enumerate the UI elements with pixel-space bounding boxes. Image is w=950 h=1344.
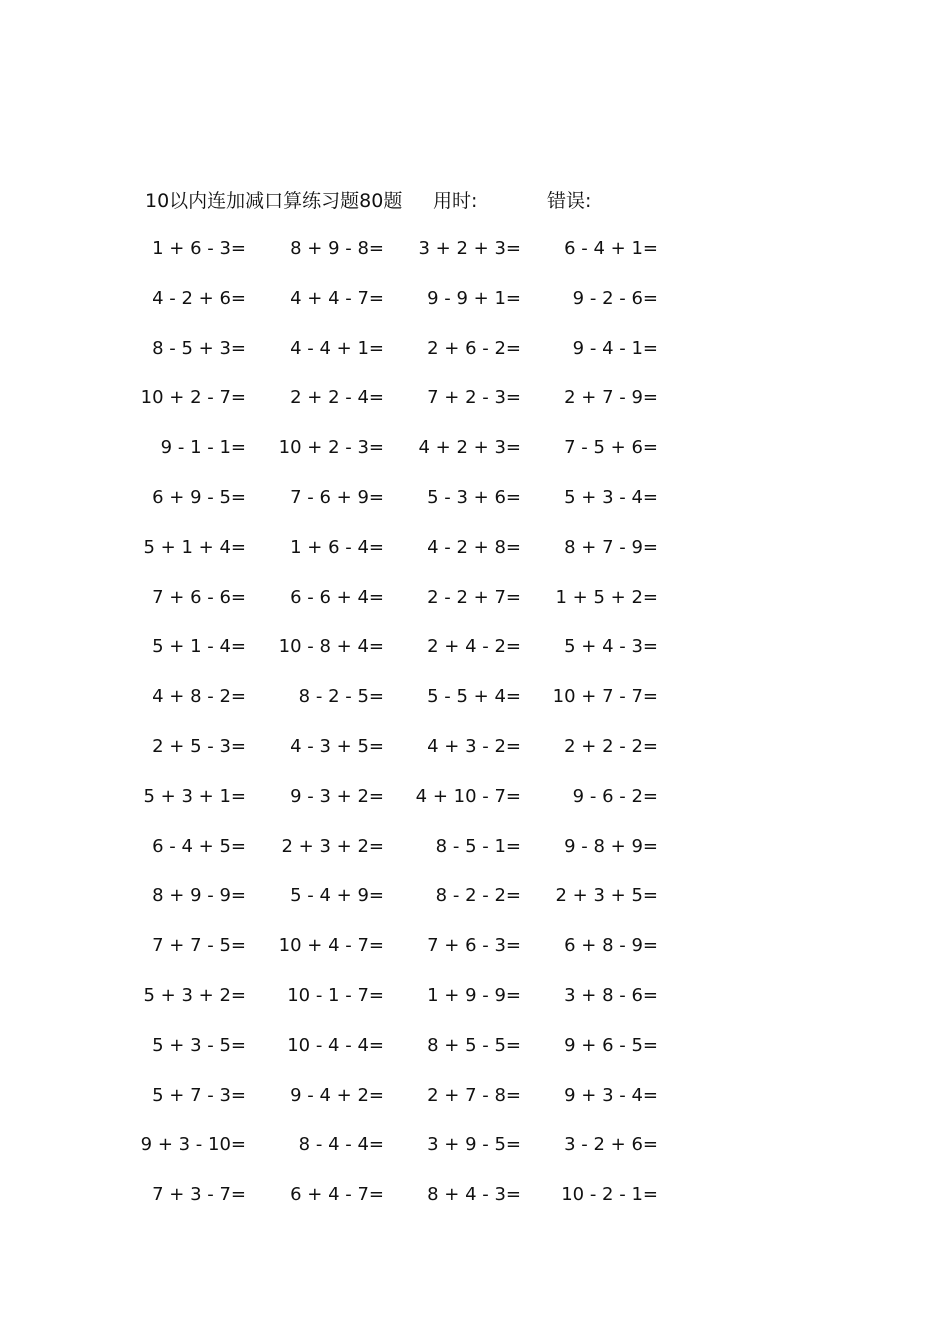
- problem-item: 9 + 6 - 5=: [564, 1035, 658, 1056]
- problem-item: 4 - 4 + 1=: [290, 338, 384, 359]
- problem-item: 10 + 7 - 7=: [552, 686, 658, 707]
- problem-item: 5 + 3 + 1=: [143, 786, 246, 807]
- problem-item: 7 + 3 - 7=: [152, 1184, 246, 1205]
- problem-item: 9 + 3 - 4=: [564, 1085, 658, 1106]
- problem-item: 8 - 2 - 5=: [298, 686, 384, 707]
- problem-item: 6 - 4 + 5=: [152, 836, 246, 857]
- problem-item: 7 + 7 - 5=: [152, 935, 246, 956]
- problem-item: 7 - 5 + 6=: [564, 437, 658, 458]
- problem-item: 5 + 7 - 3=: [152, 1085, 246, 1106]
- problem-item: 10 + 2 - 7=: [140, 387, 246, 408]
- problem-item: 9 + 3 - 10=: [140, 1134, 246, 1155]
- problem-item: 2 + 5 - 3=: [152, 736, 246, 757]
- problem-item: 10 - 4 - 4=: [287, 1035, 384, 1056]
- problem-item: 4 + 3 - 2=: [427, 736, 521, 757]
- problem-item: 5 - 4 + 9=: [290, 885, 384, 906]
- worksheet-title: 10以内连加减口算练习题80题: [145, 190, 403, 212]
- problem-item: 9 - 2 - 6=: [572, 288, 658, 309]
- problem-item: 4 - 2 + 8=: [427, 537, 521, 558]
- problem-item: 5 - 5 + 4=: [427, 686, 521, 707]
- problem-item: 2 + 7 - 8=: [427, 1085, 521, 1106]
- problem-item: 8 + 9 - 8=: [290, 238, 384, 259]
- problem-item: 8 + 5 - 5=: [427, 1035, 521, 1056]
- problem-item: 9 - 4 - 1=: [572, 338, 658, 359]
- problem-item: 6 + 8 - 9=: [564, 935, 658, 956]
- problem-item: 3 - 2 + 6=: [564, 1134, 658, 1155]
- problem-item: 7 + 2 - 3=: [427, 387, 521, 408]
- problem-item: 1 + 6 - 4=: [290, 537, 384, 558]
- problem-item: 2 + 6 - 2=: [427, 338, 521, 359]
- problem-item: 9 - 8 + 9=: [564, 836, 658, 857]
- problem-item: 6 + 9 - 5=: [152, 487, 246, 508]
- error-count-label: 错误:: [547, 190, 592, 212]
- problem-item: 7 + 6 - 3=: [427, 935, 521, 956]
- problem-item: 8 - 4 - 4=: [298, 1134, 384, 1155]
- problem-item: 4 + 4 - 7=: [290, 288, 384, 309]
- problem-item: 2 + 2 - 4=: [290, 387, 384, 408]
- problem-item: 2 + 4 - 2=: [427, 636, 521, 657]
- problem-item: 8 + 7 - 9=: [564, 537, 658, 558]
- problem-item: 4 - 3 + 5=: [290, 736, 384, 757]
- problem-item: 4 + 2 + 3=: [418, 437, 521, 458]
- problem-item: 3 + 2 + 3=: [418, 238, 521, 259]
- problem-item: 2 + 7 - 9=: [564, 387, 658, 408]
- problem-item: 6 - 6 + 4=: [290, 587, 384, 608]
- problem-item: 9 - 1 - 1=: [160, 437, 246, 458]
- problem-item: 6 - 4 + 1=: [564, 238, 658, 259]
- problem-item: 5 + 3 - 5=: [152, 1035, 246, 1056]
- problem-item: 4 - 2 + 6=: [152, 288, 246, 309]
- problem-item: 3 + 8 - 6=: [564, 985, 658, 1006]
- problem-item: 9 - 9 + 1=: [427, 288, 521, 309]
- problem-item: 5 + 1 + 4=: [143, 537, 246, 558]
- problem-item: 5 - 3 + 6=: [427, 487, 521, 508]
- problem-item: 10 + 4 - 7=: [278, 935, 384, 956]
- problem-item: 10 + 2 - 3=: [278, 437, 384, 458]
- problem-item: 10 - 1 - 7=: [287, 985, 384, 1006]
- problem-item: 5 + 1 - 4=: [152, 636, 246, 657]
- problem-item: 9 - 3 + 2=: [290, 786, 384, 807]
- problem-item: 4 + 8 - 2=: [152, 686, 246, 707]
- problem-item: 5 + 3 - 4=: [564, 487, 658, 508]
- problem-item: 2 + 2 - 2=: [564, 736, 658, 757]
- problem-item: 8 - 2 - 2=: [435, 885, 521, 906]
- problem-item: 8 - 5 - 1=: [435, 836, 521, 857]
- problem-item: 8 + 9 - 9=: [152, 885, 246, 906]
- problem-item: 2 + 3 + 5=: [555, 885, 658, 906]
- worksheet-header: [145, 186, 765, 214]
- problem-item: 10 - 8 + 4=: [278, 636, 384, 657]
- problem-item: 6 + 4 - 7=: [290, 1184, 384, 1205]
- problem-item: 2 - 2 + 7=: [427, 587, 521, 608]
- problem-item: 10 - 2 - 1=: [561, 1184, 658, 1205]
- time-used-label: 用时:: [433, 190, 478, 212]
- problem-item: 5 + 3 + 2=: [143, 985, 246, 1006]
- problem-item: 8 + 4 - 3=: [427, 1184, 521, 1205]
- problem-item: 1 + 9 - 9=: [427, 985, 521, 1006]
- problem-item: 8 - 5 + 3=: [152, 338, 246, 359]
- problem-item: 1 + 6 - 3=: [152, 238, 246, 259]
- problem-item: 7 + 6 - 6=: [152, 587, 246, 608]
- problem-item: 5 + 4 - 3=: [564, 636, 658, 657]
- problem-item: 3 + 9 - 5=: [427, 1134, 521, 1155]
- problem-item: 1 + 5 + 2=: [555, 587, 658, 608]
- problem-item: 7 - 6 + 9=: [290, 487, 384, 508]
- problem-item: 9 - 6 - 2=: [572, 786, 658, 807]
- problem-item: 2 + 3 + 2=: [281, 836, 384, 857]
- problem-item: 4 + 10 - 7=: [415, 786, 521, 807]
- problem-item: 9 - 4 + 2=: [290, 1085, 384, 1106]
